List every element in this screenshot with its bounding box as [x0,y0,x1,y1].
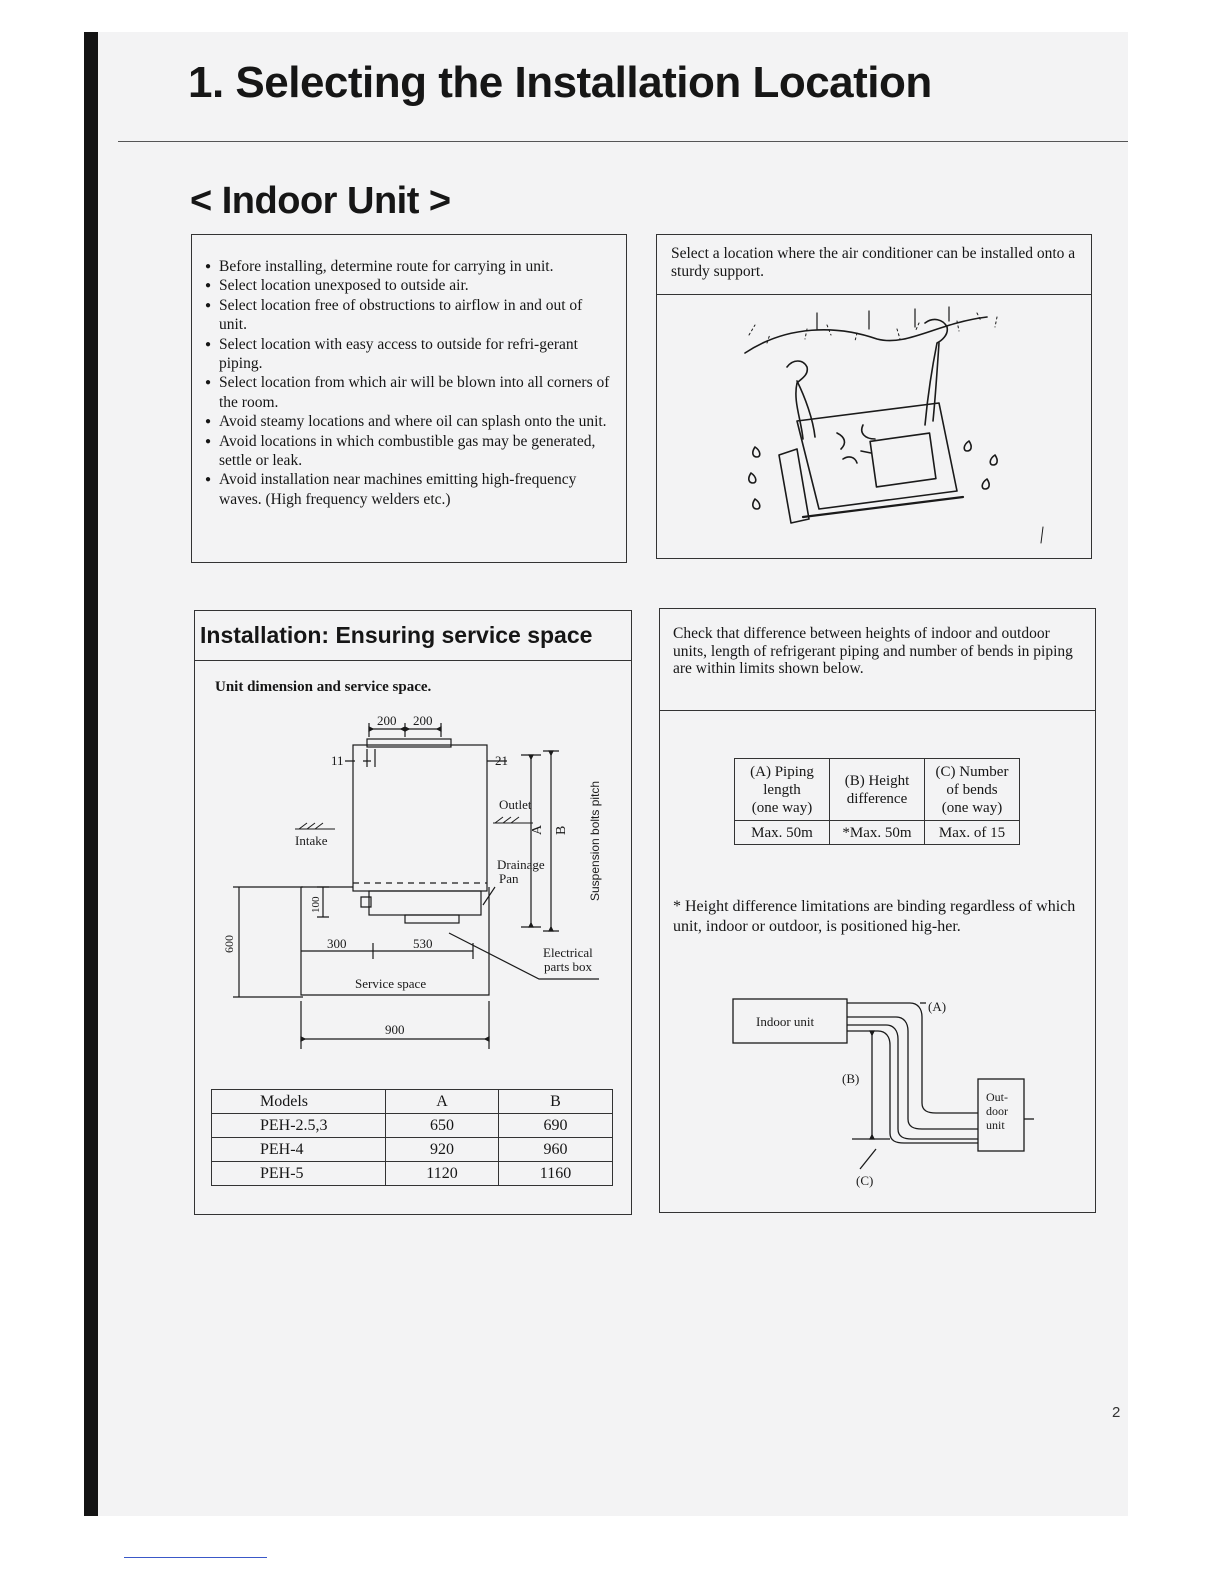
table-cell: 920 [386,1138,499,1162]
dim-b-line [543,751,559,931]
header-line: (one way) [751,799,813,816]
list-item: ● Avoid locations in which combustible gas may be generated, settle or leak. [206,432,612,471]
outdoor-unit-label-3: unit [986,1118,1005,1132]
header-line: difference [846,790,908,807]
pipe-3 [847,1025,978,1139]
list-item: ● Select location with easy access to outside for refri-gerant piping. [206,335,612,374]
sweat-drops-left [749,447,760,509]
pipe-2 [847,1017,978,1129]
dim-900: 900 [385,1022,405,1037]
footer-line [124,1557,267,1558]
label-a: A [530,824,545,835]
list-item: ● Select location from which air will be blown into all corners of the room. [206,373,612,412]
support-box [656,234,1092,559]
section-subtitle: < Indoor Unit > [190,180,451,222]
unit-dimension-diagram [195,711,631,1051]
dim-100: 100 [310,896,322,913]
dim-600-line [233,887,303,997]
page-title: 1. Selecting the Installation Location [188,58,932,107]
table-cell: 1160 [499,1162,613,1186]
dim-11: 11 [331,753,344,768]
right-arm [925,320,947,425]
electrical-label-1: Electrical [543,945,593,960]
list-item: ● Avoid installation near machines emitting high-frequency waves. (High frequency welders etc.) [206,470,612,509]
electrical-box [405,915,459,923]
table-header-cell [830,759,925,821]
service-heading-divider [195,660,631,661]
outlet-label: Outlet [499,797,532,812]
list-item: ● Avoid steamy locations and where oil can splash onto the unit. [206,412,612,431]
outdoor-unit-label-1: Out- [986,1090,1008,1104]
support-text: Select a location where the air conditioner can be installed onto a sturdy support. [671,245,1076,280]
service-space-heading: Installation: Ensuring service space [200,622,593,648]
header-line: of bends [946,781,998,798]
table-header-cell: B [499,1090,613,1114]
left-arm [787,361,807,439]
table-row [212,1162,613,1186]
table-header-row [212,1090,613,1114]
table-header-cell: Models [212,1090,386,1114]
dim-a-line [521,755,541,927]
header-line: (C) Number [935,763,1009,780]
piping-diagram [660,989,1094,1189]
table-row [212,1138,613,1162]
header-line: (B) Height [844,772,910,789]
service-subheading: Unit dimension and service space. [215,679,432,695]
table-cell: PEH-4 [212,1138,386,1162]
dim-530: 530 [413,936,433,951]
label-b: B [554,825,569,835]
header-line: (one way) [941,799,1003,816]
table-cell: 650 [386,1114,499,1138]
unit-outline [353,745,487,891]
hanger-left [367,749,375,767]
table-cell: 960 [499,1138,613,1162]
unit-end [779,449,809,523]
unit-support-illustration [657,295,1090,557]
table-row [735,821,1020,845]
unit-panel [870,433,936,487]
piping-label-c: (C) [856,1173,874,1188]
dim-200-right: 200 [413,713,433,728]
page-number: 2 [1112,1404,1121,1421]
list-item: ● Select location free of obstructions to airflow in and out of unit. [206,296,612,335]
binding-edge [84,32,98,1516]
table-cell: 1120 [386,1162,499,1186]
suspension-label: Suspension bolts pitch [588,780,602,901]
table-header-row [735,759,1020,821]
dim-200-left: 200 [377,713,397,728]
location-tips-box [191,234,627,563]
service-space-box [194,610,632,1215]
piping-divider [660,710,1095,711]
dim-600: 600 [222,935,236,953]
table-cell: Max. 50m [735,821,830,845]
table-header-cell: A [386,1090,499,1114]
ceiling-texture [749,313,997,343]
location-tips-list [206,257,612,509]
sweat-drops-right [964,441,997,489]
ceiling-line [745,317,987,353]
indoor-unit-label: Indoor unit [756,1014,815,1029]
title-rule [118,141,1128,142]
header-line: length [763,781,801,798]
piping-label-b: (B) [842,1071,860,1086]
piping-limits-table [734,758,1020,845]
list-item: ● Select location unexposed to outside air. [206,276,612,295]
c-leader [860,1149,876,1169]
unit-top-flange [367,739,451,747]
outdoor-unit-label-2: door [986,1104,1008,1118]
pipe-4 [847,1031,978,1143]
table-cell: 690 [499,1114,613,1138]
unit-face [837,425,875,463]
table-cell: PEH-2.5,3 [212,1114,386,1138]
service-space-label: Service space [355,976,427,991]
piping-box [659,608,1096,1213]
list-item: ● Before installing, determine route for carrying in unit. [206,257,612,276]
model-dimension-table [211,1089,613,1186]
drainage-label-1: Drainage [497,857,545,872]
table-cell: Max. of 15 [925,821,1020,845]
intake-label: Intake [295,833,328,848]
header-line: (A) Piping [750,763,814,780]
pipe-a [847,1003,978,1113]
table-cell: PEH-5 [212,1162,386,1186]
drain-pan [369,891,481,915]
table-header-cell [735,759,830,821]
dim-21: 21 [495,753,508,768]
drainage-label-2: Pan [499,871,519,886]
dim-300: 300 [327,936,347,951]
table-cell: *Max. 50m [830,821,925,845]
table-header-cell [925,759,1020,821]
piping-label-a: (A) [928,999,947,1014]
electrical-label-2: parts box [544,959,593,974]
piping-intro: Check that difference between heights of indoor and outdoor units, length of refrigerant piping and number of bends in piping are within limits shown below. [673,625,1073,677]
table-row [212,1114,613,1138]
height-note: * Height difference limitations are binding regardless of which unit, indoor or outdoor, is positioned hig-her. [673,898,1076,935]
